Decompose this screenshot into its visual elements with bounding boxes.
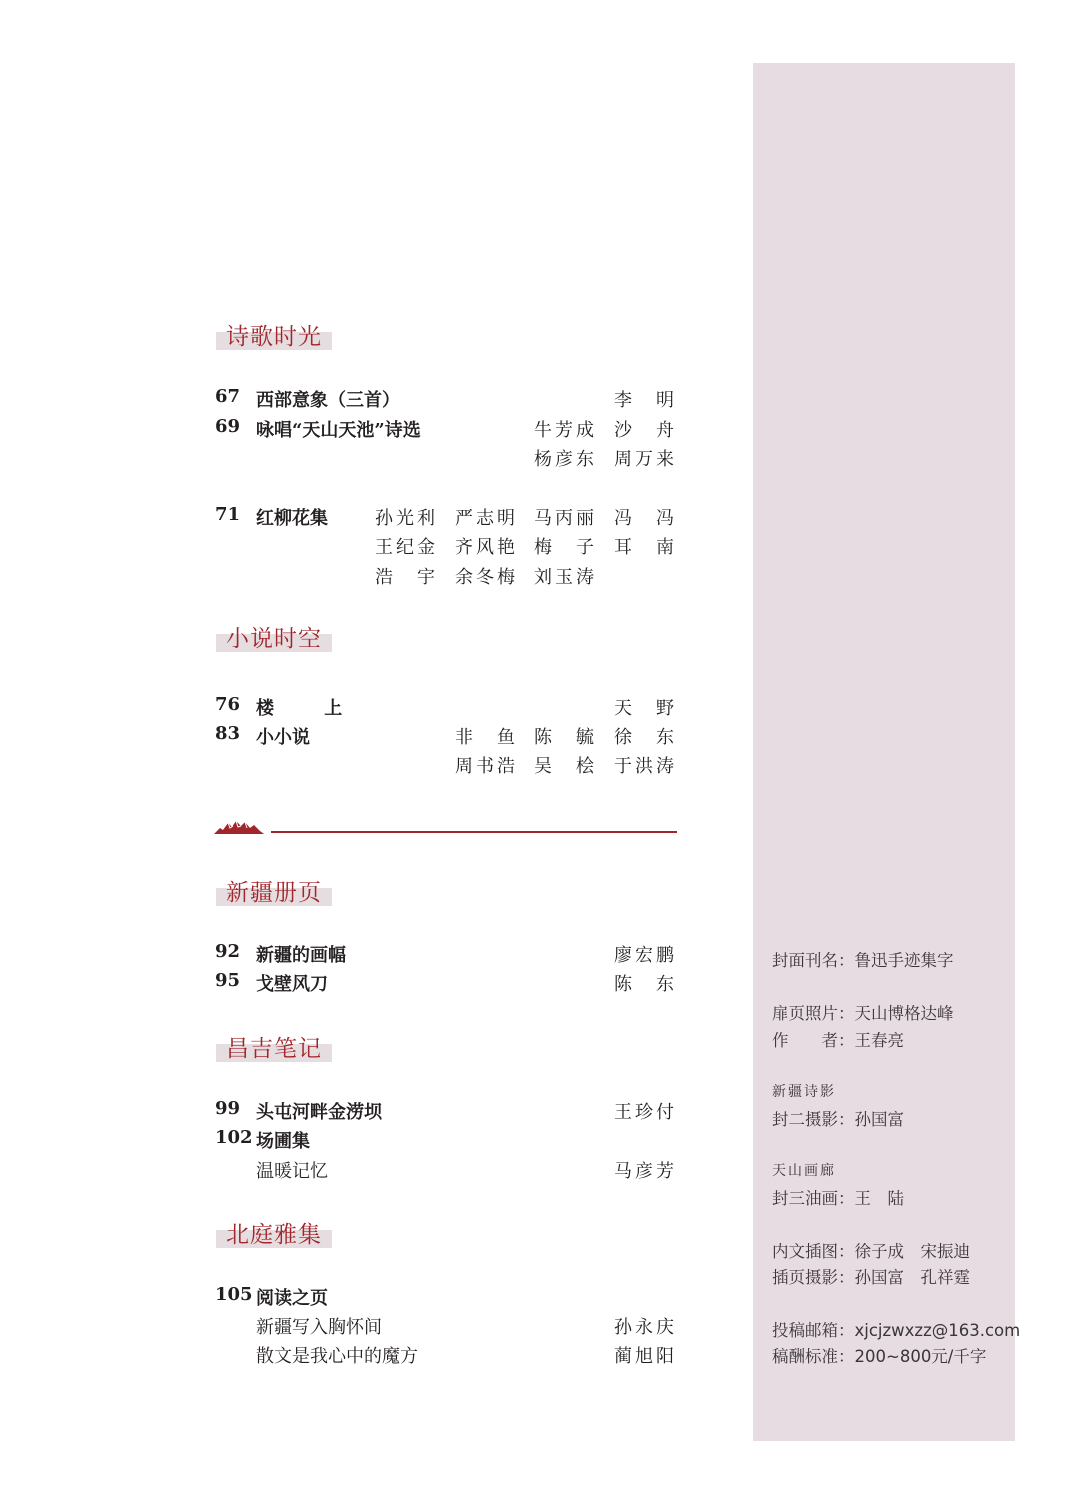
toc-author: 天野 xyxy=(614,698,674,719)
toc-entry-title[interactable]: 红柳花集 xyxy=(256,508,328,529)
toc-page-number[interactable]: 76 xyxy=(215,694,241,715)
toc-author: 廖宏鹏 xyxy=(614,945,674,966)
toc-author: 王纪金 xyxy=(375,537,435,558)
cover-title-credit: 封面刊名：鲁迅手迹集字 xyxy=(772,951,954,970)
toc-page-number[interactable]: 71 xyxy=(215,504,241,525)
toc-author: 牛芳成 xyxy=(534,420,594,441)
toc-page-number[interactable]: 105 xyxy=(215,1284,253,1305)
toc-page-number[interactable]: 67 xyxy=(215,386,241,407)
toc-author: 于洪涛 xyxy=(614,756,674,777)
toc-author: 梅子 xyxy=(534,537,594,558)
toc-page-number[interactable]: 83 xyxy=(215,723,241,744)
toc-page-number[interactable]: 102 xyxy=(215,1127,253,1148)
section-header-beiting xyxy=(216,1216,332,1248)
toc-entry-title[interactable]: 头屯河畔金涝坝 xyxy=(256,1102,382,1123)
toc-author: 严志明 xyxy=(455,508,515,529)
toc-author: 徐东 xyxy=(614,727,674,748)
toc-author: 冯冯 xyxy=(614,508,674,529)
toc-author: 齐风艳 xyxy=(455,537,515,558)
toc-author: 非鱼 xyxy=(455,727,515,748)
toc-author: 李明 xyxy=(614,390,674,411)
section-title: 诗歌时光 xyxy=(226,324,322,350)
toc-author: 孙永庆 xyxy=(614,1317,674,1338)
toc-author: 刘玉涛 xyxy=(534,567,594,588)
toc-author: 杨彦东 xyxy=(534,449,594,470)
toc-entry-title[interactable]: 楼 上 xyxy=(256,698,365,719)
toc-author: 耳南 xyxy=(614,537,674,558)
section-header-changji xyxy=(216,1030,332,1062)
toc-entry-title[interactable]: 西部意象（三首） xyxy=(256,390,400,411)
toc-author: 周万来 xyxy=(614,449,674,470)
section-title: 昌吉笔记 xyxy=(226,1036,322,1062)
toc-author: 孙光利 xyxy=(375,508,435,529)
toc-author: 周书浩 xyxy=(455,756,515,777)
ts-gallery-label: 天山画廊 xyxy=(772,1163,836,1179)
section-header-novel xyxy=(216,620,332,652)
section-title: 北庭雅集 xyxy=(226,1222,322,1248)
illustration-credit: 内文插图：徐子成 宋振迪 xyxy=(772,1242,970,1261)
section-header-album xyxy=(216,874,332,906)
toc-entry-title[interactable]: 戈壁风刀 xyxy=(256,974,328,995)
toc-subentry-title[interactable]: 散文是我心中的魔方 xyxy=(256,1346,418,1367)
toc-page-number[interactable]: 95 xyxy=(215,970,241,991)
cover2-credit: 封二摄影：孙国富 xyxy=(772,1110,904,1129)
fee-credit: 稿酬标准：200~800元/千字 xyxy=(772,1347,987,1366)
mountain-ornament-icon xyxy=(214,816,266,836)
frontispiece-credit: 扉页照片：天山博格达峰 xyxy=(772,1004,954,1023)
toc-entry-title[interactable]: 新疆的画幅 xyxy=(256,945,346,966)
section-title: 小说时空 xyxy=(226,626,322,652)
section-header-poetry xyxy=(216,318,332,350)
toc-page-number[interactable]: 92 xyxy=(215,941,241,962)
cover3-credit: 封三油画：王 陆 xyxy=(772,1189,904,1208)
toc-subentry-title[interactable]: 新疆写入胸怀间 xyxy=(256,1317,382,1338)
toc-author: 马彦芳 xyxy=(614,1161,674,1182)
toc-author: 陈毓 xyxy=(534,727,594,748)
toc-page-number[interactable]: 99 xyxy=(215,1098,241,1119)
xj-poetry-label: 新疆诗影 xyxy=(772,1084,836,1100)
insert-photo-credit: 插页摄影：孙国富 孔祥霆 xyxy=(772,1268,970,1287)
toc-page-number[interactable]: 69 xyxy=(215,416,241,437)
section-title: 新疆册页 xyxy=(226,880,322,906)
credits-panel xyxy=(753,63,1015,1441)
toc-author: 沙舟 xyxy=(614,420,674,441)
author-credit: 作 者：王春亮 xyxy=(772,1031,904,1050)
toc-entry-title[interactable]: 小小说 xyxy=(256,727,310,748)
toc-subentry-title[interactable]: 温暖记忆 xyxy=(256,1161,328,1182)
section-divider xyxy=(271,831,677,833)
email-credit: 投稿邮箱：xjcjzwxzz@163.com xyxy=(772,1321,1021,1340)
toc-author: 吴桧 xyxy=(534,756,594,777)
toc-entry-title[interactable]: 阅读之页 xyxy=(256,1288,328,1309)
toc-entry-title[interactable]: 场圃集 xyxy=(256,1131,310,1152)
toc-entry-title[interactable]: 咏唱“天山天池”诗选 xyxy=(256,420,421,441)
toc-author: 浩宇 xyxy=(375,567,435,588)
toc-author: 陈东 xyxy=(614,974,674,995)
toc-author: 马丙丽 xyxy=(534,508,594,529)
toc-author: 蔺旭阳 xyxy=(614,1346,674,1367)
toc-author: 余冬梅 xyxy=(455,567,515,588)
toc-author: 王珍付 xyxy=(614,1102,674,1123)
